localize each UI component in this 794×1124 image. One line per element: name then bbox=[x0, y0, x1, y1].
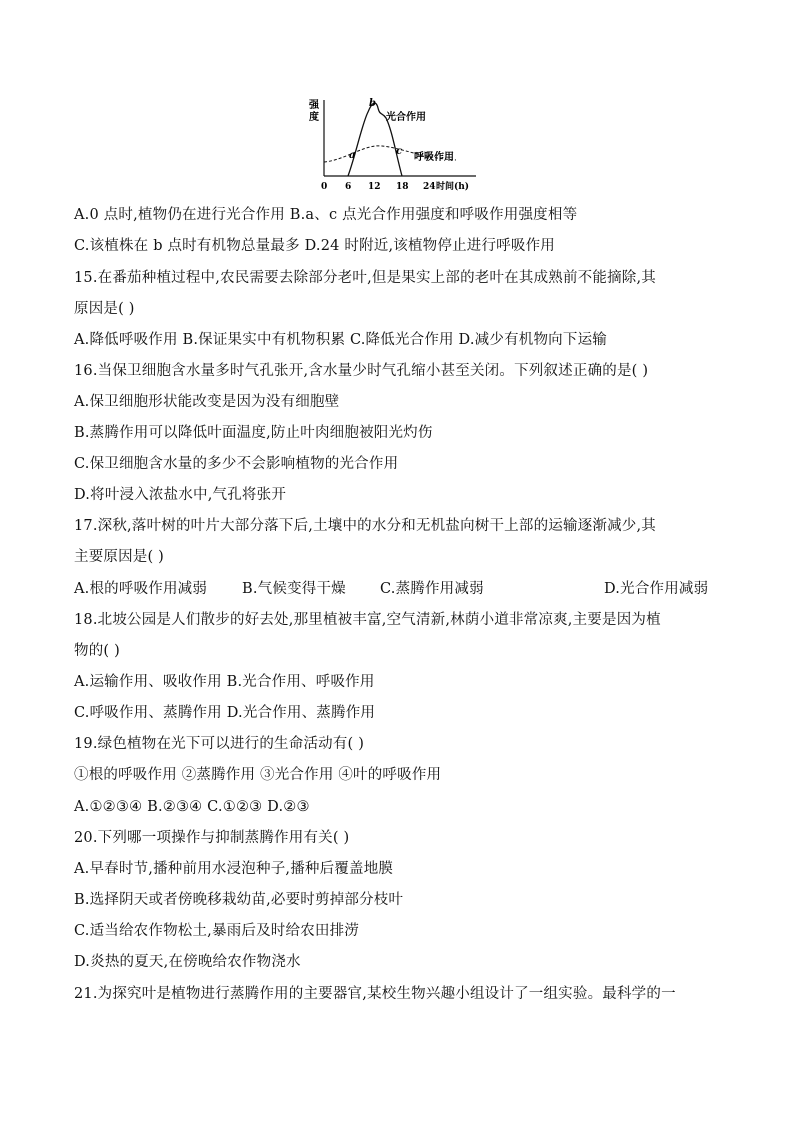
x-tick: 0 bbox=[321, 182, 328, 192]
text-line: 主要原因是( ) bbox=[74, 549, 165, 565]
text-line: A.早春时节,播种前用水浸泡种子,播种后覆盖地膜 bbox=[74, 861, 394, 877]
text-line: C.适当给农作物松土,暴雨后及时给农田排涝 bbox=[74, 923, 359, 939]
text-line: B.选择阴天或者傍晚移栽幼苗,必要时剪掉部分枝叶 bbox=[74, 892, 404, 908]
question-16: 16.当保卫细胞含水量多时气孔张开,含水量少时气孔缩小甚至关闭。下列叙述正确的是( ) bbox=[74, 363, 649, 379]
respiration-label: 呼吸作用 bbox=[414, 152, 454, 163]
text-line: ①根的呼吸作用 ②蒸腾作用 ③光合作用 ④叶的呼吸作用 bbox=[74, 767, 442, 783]
text-line: A.降低呼吸作用 B.保证果实中有机物积累 C.降低光合作用 D.减少有机物向下运输 bbox=[74, 332, 607, 348]
text-line: A.保卫细胞形状能改变是因为没有细胞壁 bbox=[74, 394, 340, 410]
point-b-label: b bbox=[369, 98, 376, 109]
intensity-time-graph bbox=[306, 94, 516, 200]
point-a-label: a bbox=[349, 150, 356, 161]
text-line: 物的( ) bbox=[74, 643, 120, 659]
option-d: D.光合作用减弱 bbox=[604, 581, 709, 597]
point-c-label: c bbox=[396, 146, 403, 157]
x-tick: 24 bbox=[423, 182, 436, 192]
text-line: A.运输作用、吸收作用 B.光合作用、呼吸作用 bbox=[74, 674, 375, 690]
question-21: 21.为探究叶是植物进行蒸腾作用的主要器官,某校生物兴趣小组设计了一组实验。最科学的一 bbox=[74, 986, 676, 1002]
text-line: C.该植株在 b 点时有机物总量最多 D.24 时附近,该植物停止进行呼吸作用 bbox=[74, 238, 555, 254]
question-17: 17.深秋,落叶树的叶片大部分落下后,土壤中的水分和无机盐向树干上部的运输逐渐减少,其 bbox=[74, 518, 656, 534]
text-line: C.保卫细胞含水量的多少不会影响植物的光合作用 bbox=[74, 456, 399, 472]
x-axis-unit: 时间(h) bbox=[436, 182, 470, 192]
x-tick: 12 bbox=[368, 182, 381, 192]
option-c: C.蒸腾作用减弱 bbox=[380, 581, 484, 597]
photosynthesis-label: 光合作用 bbox=[386, 112, 426, 123]
text-line: A.0 点时,植物仍在进行光合作用 B.a、c 点光合作用强度和呼吸作用强度相等 bbox=[74, 207, 578, 223]
question-19: 19.绿色植物在光下可以进行的生命活动有( ) bbox=[74, 736, 365, 752]
y-axis-label-2: 度 bbox=[309, 112, 319, 123]
text-line: D.将叶浸入浓盐水中,气孔将张开 bbox=[74, 487, 287, 503]
question-15: 15.在番茄种植过程中,农民需要去除部分老叶,但是果实上部的老叶在其成熟前不能摘除,其 bbox=[74, 270, 656, 286]
option-a: A.根的呼吸作用减弱 bbox=[74, 581, 208, 597]
text-line: 原因是( ) bbox=[74, 301, 135, 317]
text-line: C.呼吸作用、蒸腾作用 D.光合作用、蒸腾作用 bbox=[74, 705, 376, 721]
option-b: B.气候变得干燥 bbox=[242, 581, 346, 597]
x-tick: 18 bbox=[396, 182, 409, 192]
text-line: B.蒸腾作用可以降低叶面温度,防止叶肉细胞被阳光灼伤 bbox=[74, 425, 433, 441]
text-line: A.①②③④ B.②③④ C.①②③ D.②③ bbox=[74, 799, 310, 815]
question-20: 20.下列哪一项操作与抑制蒸腾作用有关( ) bbox=[74, 830, 350, 846]
text-line: D.炎热的夏天,在傍晚给农作物浇水 bbox=[74, 954, 301, 970]
x-tick: 6 bbox=[345, 182, 352, 192]
question-18: 18.北坡公园是人们散步的好去处,那里植被丰富,空气清新,林荫小道非常凉爽,主要是因为植 bbox=[74, 612, 661, 628]
y-axis-label-1: 强 bbox=[309, 100, 319, 111]
